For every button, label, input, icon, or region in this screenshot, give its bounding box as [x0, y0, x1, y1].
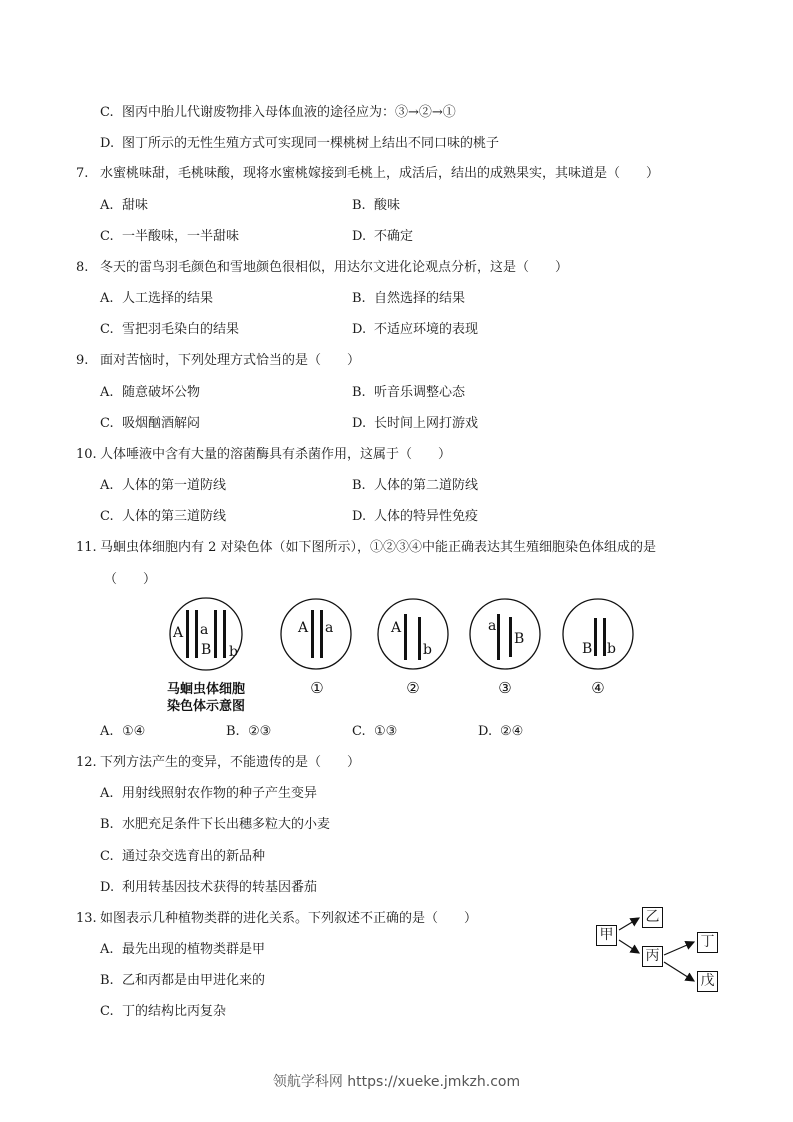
- option-b: B. 水肥充足条件下长出穗多粒大的小麦: [100, 817, 331, 832]
- option-a: A. 甜味: [100, 198, 149, 213]
- option-d: D. 不确定: [352, 229, 414, 244]
- option-b: B. 酸味: [352, 198, 401, 213]
- tree-node-ding: 丁: [697, 932, 718, 953]
- option-c: C. 人体的第三道防线: [100, 509, 227, 524]
- svg-text:a: a: [200, 622, 209, 638]
- option-d: D. 利用转基因技术获得的转基因番茄: [100, 880, 318, 895]
- option-c: C. 吸烟酗酒解闷: [100, 416, 201, 431]
- svg-text:①: ①: [310, 679, 324, 697]
- question-number: 9.: [76, 353, 89, 368]
- option-a: A. 人工选择的结果: [100, 291, 214, 306]
- option-c: C. 一半酸味，一半甜味: [100, 229, 240, 244]
- svg-text:②: ②: [406, 679, 420, 697]
- option-c: C. ①③: [352, 724, 398, 739]
- option-a: A. 随意破坏公物: [100, 385, 201, 400]
- question-number: 7.: [76, 166, 89, 181]
- question-text: 马蛔虫体细胞内有 2 对染色体（如下图所示），①②③④中能正确表达其生殖细胞染色体组成的是: [100, 540, 657, 555]
- svg-text:染色体示意图: 染色体示意图: [166, 699, 246, 714]
- option-b: B. 乙和丙都是由甲进化来的: [100, 973, 266, 988]
- svg-text:A: A: [298, 620, 309, 636]
- tree-node-jia: 甲: [596, 925, 617, 946]
- option-b: B. ②③: [226, 724, 272, 739]
- footer-watermark: 领航学科网 https://xueke.jmkzh.com: [272, 1074, 521, 1090]
- svg-text:b: b: [423, 642, 432, 658]
- answer-blank: （ ）: [104, 572, 157, 587]
- question-number: 12.: [76, 755, 97, 770]
- option-d: D. ②④: [478, 724, 524, 739]
- question-text: 人体唾液中含有大量的溶菌酶具有杀菌作用，这属于（ ）: [100, 447, 452, 462]
- question-text: 下列方法产生的变异，不能遗传的是（ ）: [100, 755, 361, 770]
- svg-text:b: b: [607, 641, 616, 657]
- svg-text:③: ③: [498, 679, 512, 697]
- option-d: D. 不适应环境的表现: [352, 322, 479, 337]
- tree-node-yi: 乙: [642, 907, 663, 928]
- option-b: B. 人体的第二道防线: [352, 478, 479, 493]
- option-a: A. 最先出现的植物类群是甲: [100, 942, 266, 957]
- question-number: 13.: [76, 911, 97, 926]
- svg-text:B: B: [582, 641, 593, 657]
- question-number: 11.: [76, 540, 97, 555]
- option-a: A. 用射线照射农作物的种子产生变异: [100, 786, 318, 801]
- option-d: D. 长时间上网打游戏: [352, 416, 479, 431]
- svg-text:B: B: [514, 631, 525, 647]
- option-c: C. 通过杂交选育出的新品种: [100, 849, 266, 864]
- question-number: 10.: [76, 447, 97, 462]
- svg-text:马蛔虫体细胞: 马蛔虫体细胞: [166, 682, 246, 697]
- option-d: D. 人体的特异性免疫: [352, 509, 479, 524]
- svg-text:a: a: [325, 620, 334, 636]
- question-text: 面对苦恼时，下列处理方式恰当的是（ ）: [100, 353, 361, 368]
- svg-text:a: a: [488, 618, 497, 634]
- option-a: A. 人体的第一道防线: [100, 478, 227, 493]
- option-c: C. 图丙中胎儿代谢废物排入母体血液的途径应为：③→②→①: [100, 105, 456, 120]
- option-b: B. 自然选择的结果: [352, 291, 466, 306]
- option-c: C. 丁的结构比丙复杂: [100, 1004, 227, 1019]
- question-text: 冬天的雷鸟羽毛颜色和雪地颜色很相似，用达尔文进化论观点分析，这是（ ）: [100, 260, 569, 275]
- option-a: A. ①④: [100, 724, 146, 739]
- svg-text:④: ④: [591, 679, 605, 697]
- option-c: C. 雪把羽毛染白的结果: [100, 322, 240, 337]
- question-number: 8.: [76, 260, 89, 275]
- tree-node-wu: 戊: [697, 971, 718, 992]
- question-text: 如图表示几种植物类群的进化关系。下列叙述不正确的是（ ）: [100, 911, 478, 926]
- tree-node-bing: 丙: [642, 946, 663, 967]
- question-text: 水蜜桃味甜，毛桃味酸，现将水蜜桃嫁接到毛桃上，成活后，结出的成熟果实，其味道是（ ）: [100, 166, 660, 181]
- option-b: B. 听音乐调整心态: [352, 385, 466, 400]
- chromosome-figure: [160, 595, 650, 720]
- svg-text:B: B: [201, 642, 212, 658]
- svg-text:A: A: [391, 620, 402, 636]
- svg-text:A: A: [173, 625, 184, 641]
- svg-text:b: b: [229, 644, 238, 660]
- option-d: D. 图丁所示的无性生殖方式可实现同一棵桃树上结出不同口味的桃子: [100, 136, 500, 151]
